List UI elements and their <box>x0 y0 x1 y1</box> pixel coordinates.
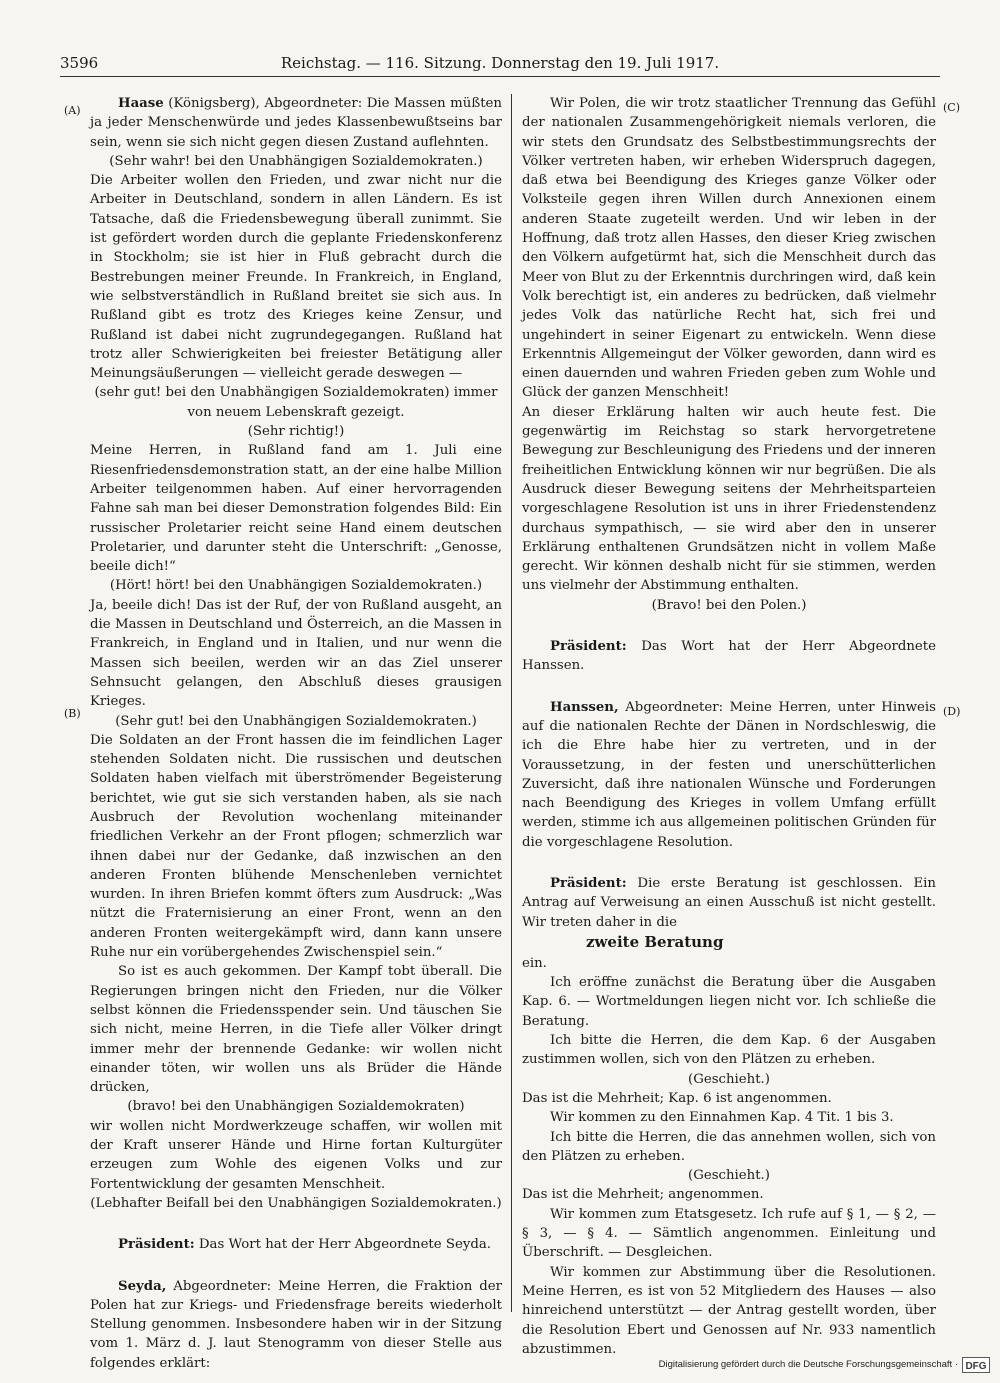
paragraph-text: Wir Polen, die wir trotz staatlicher Trennung das Gefühl der nationalen Zusammengehörigkeit niemals verloren, die wir stets den Grundsatz des Selbstbestimmungsrechts der Völker vertreten haben, wir erheben Widerspruch dagegen, daß etwa bei Beendigung des Krieges ganze Völker oder Volksteile gegen ihren Willen durch Annexionen einem anderen Staate zugeteilt werden. Und wir leben in der Hoffnung, daß trotz allen Hasses, den dieser Krieg zwischen den Völkern aufgetürmt hat, sich die Menschheit durch das Meer von Blut zu der Erkenntnis durchringen wird, daß kein Volk berechtigt ist, ein anderes zu bedrücken, daß vielmehr jedes Volk das natürliche Recht hat, sich frei und ungehindert in seiner Eigenart zu entwickeln. Wenn diese Erkenntnis Allgemeingut der Völker geworden, dann wird es einen dauernden und wahren Frieden geben zum Wohle und Glück der ganzen Menschheit! <box>522 96 936 401</box>
paragraph-text: (Sehr richtig!) <box>247 424 345 440</box>
page-header <box>60 52 940 74</box>
paragraph <box>522 1185 936 1204</box>
margin-mark-a: (A) <box>64 104 81 117</box>
paragraph <box>522 1089 936 1108</box>
paragraph-text: wir wollen nicht Mordwerkzeuge schaffen, wir wollen mit der Kraft unserer Hände und Hirne fortan Kulturgüter erzeugen zum Wohle des eigenen Volks und zur Fortentwicklung der gesamten Menschheit. <box>90 1118 502 1192</box>
section-heading <box>522 932 936 952</box>
footer-credit: Digitalisierung gefördert durch die Deutsche Forschungsgemeinschaft · <box>658 1359 958 1370</box>
paragraph <box>522 1031 936 1070</box>
paragraph-text: Die Arbeiter wollen den Frieden, und zwar nicht nur die Arbeiter in Deutschland, sondern in allen Ländern. Es ist Tatsache, daß die Friedensbewegung überall zunimmt. Sie ist gefördert worden durch die geplante Friedenskonferenz in Stockholm; sie ist hier in Fluß gebracht durch die Bestrebungen meiner Freunde. In Frankreich, in England, wie selbstverständlich in Rußland breitet sie sich aus. In Rußland gibt es trotz des Krieges keine Zensur, und Rußland ist dabei nicht zugrundegegangen. Rußland hat trotz aller Schwierigkeiten bei freiester Betätigung aller Meinungsäußerungen — vielleicht gerade deswegen — <box>90 173 502 382</box>
left-column <box>90 94 502 1373</box>
paragraph-text: (Königsberg), Abgeordneter: Die Massen müßten ja jeder Menschenwürde und jedes Klassenbewußtseins bar sein, wenn sie sich nicht gegen diesen Zustand auflehnten. <box>90 96 502 150</box>
stage-direction <box>90 152 502 171</box>
paragraph <box>90 731 502 963</box>
margin-mark-b: (B) <box>64 707 81 720</box>
speaker-name: Hanssen, <box>550 699 619 715</box>
column-divider <box>511 94 512 1312</box>
speaker-name: Präsident: <box>550 875 627 891</box>
margin-mark-d: (D) <box>943 705 961 718</box>
page-number: 3596 <box>60 54 99 72</box>
paragraph-text: Das ist die Mehrheit; Kap. 6 ist angenommen. <box>522 1090 832 1106</box>
paragraph-text: Das ist die Mehrheit; angenommen. <box>522 1187 764 1203</box>
paragraph-text: Abgeordneter: Meine Herren, unter Hinweis auf die nationalen Rechte der Dänen in Nordschleswig, die ich die Ehre habe hier zu vertreten, und in der Voraussetzung, in der festen und unerschütterlichen Zuversicht, daß ihre nationalen Wünsche und Forderungen nach Beendigung des Krieges in vollem Umfang erfüllt werden, stimme ich aus allgemeinen politischen Gründen für die vorgeschlagene Resolution. <box>522 699 936 850</box>
paragraph-text: Das Wort hat der Herr Abgeordnete Seyda. <box>194 1237 492 1253</box>
paragraph <box>90 94 502 152</box>
paragraph-text: (Sehr wahr! bei den Unabhängigen Sozialdemokraten.) <box>109 153 483 169</box>
dfg-logo-text: DFG <box>965 1361 987 1372</box>
right-column <box>522 94 936 1359</box>
paragraph <box>90 1117 502 1194</box>
paragraph-text: (Sehr gut! bei den Unabhängigen Sozialdemokraten.) <box>115 713 477 729</box>
paragraph-text: Ich eröffne zunächst die Beratung über die Ausgaben Kap. 6. — Wortmeldungen liegen nicht vor. Ich schließe die Beratung. <box>522 975 936 1029</box>
paragraph-text: Ich bitte die Herren, die das annehmen wollen, sich von den Plätzen zu erheben. <box>522 1129 936 1164</box>
stage-direction <box>522 1166 936 1185</box>
paragraph-text: Die Soldaten an der Front hassen die im feindlichen Lager stehenden Soldaten nicht. Die russischen und deutschen Soldaten haben vielfach mit überströmender Begeisterung berichtet, wie gut sie sich verstanden haben, als sie nach Ausbruch der Revolution wochenlang miteinander friedlichen Verkehr an der Front pflogen; schmerzlich war ihnen dabei nur der Gedanke, daß inzwischen an den anderen Fronten blühende Menschenleben vernichtet wurden. In ihren Briefen kommt öfters zum Ausdruck: „Was nützt die Fraternisierung an einer Front, wenn an den anderen Fronten weitergekämpft wird, dann kann unsere Ruhe nur ein vorübergehendes Zwischenspiel sein.“ <box>90 732 502 961</box>
speaker-name: Präsident: <box>550 639 627 655</box>
paragraph-text: Wir kommen zur Abstimmung über die Resolutionen. Meine Herren, es ist von 52 Mitgliedern des Hauses — also hinreichend unterstützt — der Antrag gestellt worden, über die Resolution Ebert und Genossen auf Nr. 933 namentlich abzustimmen. <box>522 1264 936 1357</box>
paragraph <box>90 441 502 576</box>
paragraph <box>522 973 936 1031</box>
paragraph-text: Ich bitte die Herren, die dem Kap. 6 der Ausgaben zustimmen wollen, sich von den Plätzen zu erheben. <box>522 1033 936 1068</box>
paragraph-text: (Lebhafter Beifall bei den Unabhängigen Sozialdemokraten.) <box>90 1195 502 1211</box>
paragraph-text: Abgeordneter: Meine Herren, die Fraktion der Polen hat zur Kriegs- und Friedensfrage bereits wiederholt Stellung genommen. Insbesondere haben wir in der Sitzung vom 1. März d. J. laut Stenogramm von dieser Stelle aus folgendes erklärt: <box>90 1278 502 1371</box>
stage-direction <box>522 596 936 615</box>
paragraph <box>90 1235 502 1254</box>
paragraph-text: (Hört! hört! bei den Unabhängigen Sozialdemokraten.) <box>109 578 483 594</box>
paragraph-text: ein. <box>522 955 547 971</box>
paragraph-text: Das Wort hat der Herr Abgeordnete Hanssen. <box>522 639 936 674</box>
paragraph <box>522 637 936 676</box>
stage-direction <box>90 383 502 422</box>
paragraph-text: Wir kommen zum Etatsgesetz. Ich rufe auf § 1, — § 2, — § 3, — § 4. — Sämtlich angenommen. Einleitung und Überschrift. — Desgleichen. <box>522 1206 936 1261</box>
stage-direction <box>90 576 502 595</box>
paragraph-text: An dieser Erklärung halten wir auch heute fest. Die gegenwärtig im Reichstag so stark hervorgetretene Bewegung zur Beschleunigung des Friedens und der inneren freiheitlichen Entwicklung können wir nur begrüßen. Die als Ausdruck dieser Bewegung seitens der Mehrheitsparteien vorgeschlagene Resolution ist uns in ihrer Friedenstendenz durchaus sympathisch, — sie wird aber den in unserer Erklärung enthaltenen Grundsätzen nicht in vollem Maße gerecht. Wir können deshalb nicht für sie stimmen, werden uns vielmehr der Abstimmung enthalten. <box>522 404 936 594</box>
speaker-name: Seyda, <box>118 1278 167 1294</box>
paragraph-text: (Bravo! bei den Polen.) <box>651 597 807 613</box>
paragraph <box>522 94 936 403</box>
paragraph <box>522 1128 936 1167</box>
paragraph <box>90 171 502 383</box>
dfg-logo-icon <box>962 1357 990 1373</box>
paragraph-text: Meine Herren, in Rußland fand am 1. Juli eine Riesenfriedensdemonstration statt, an der eine halbe Million Arbeiter teilgenommen haben. Auf einer hervorragenden Fahne sah man bei dieser Demonstration folgendes Bild: Ein russischer Proletarier reicht seine Hand einem deutschen Proletarier, und darunter steht die Unterschrift: „Genosse, beeile dich!“ <box>90 443 502 575</box>
paragraph-text: (Geschieht.) <box>688 1168 770 1184</box>
paragraph <box>90 1277 502 1373</box>
running-title: Reichstag. — 116. Sitzung. Donnerstag den 19. Juli 1917. <box>280 54 720 72</box>
paragraph <box>522 1108 936 1127</box>
paragraph <box>90 596 502 712</box>
margin-mark-c: (C) <box>943 101 960 114</box>
paragraph-text: zweite Beratung <box>586 932 724 951</box>
speaker-name: Haase <box>118 96 164 111</box>
paragraph-text: Wir kommen zu den Einnahmen Kap. 4 Tit. 1 bis 3. <box>550 1110 894 1126</box>
paragraph <box>522 1205 936 1263</box>
paragraph <box>90 962 502 1097</box>
speaker-name: Präsident: <box>118 1237 195 1253</box>
stage-direction <box>90 712 502 731</box>
paragraph-text: Die erste Beratung ist geschlossen. Ein Antrag auf Verweisung an einen Ausschuß ist nicht gestellt. Wir treten daher in die <box>522 875 936 930</box>
paragraph-text: Ja, beeile dich! Das ist der Ruf, der von Rußland ausgeht, an die Massen in Deutschland und Österreich, an die Massen in Frankreich, in England und in Italien, und nur wenn die Massen sich beeilen, werden wir an das Ziel unserer Sehnsucht gelangen, den Abschluß dieses grausigen Krieges. <box>90 597 502 710</box>
paragraph <box>522 698 936 852</box>
paragraph <box>522 1263 936 1359</box>
stage-direction <box>90 422 502 441</box>
header-rule <box>60 76 940 77</box>
paragraph-text: (sehr gut! bei den Unabhängigen Sozialdemokraten) immer von neuem Lebenskraft gezeigt. <box>94 385 498 420</box>
stage-direction <box>90 1194 502 1213</box>
paragraph <box>522 874 936 932</box>
stage-direction <box>90 1097 502 1116</box>
page-footer <box>659 1357 990 1373</box>
paragraph <box>522 954 936 973</box>
paragraph-text: (Geschieht.) <box>688 1071 770 1087</box>
stage-direction <box>522 1070 936 1089</box>
paragraph-text: So ist es auch gekommen. Der Kampf tobt überall. Die Regierungen bringen nicht den Frieden, nur die Völker selbst können die Friedensspender sein. Und täuschen Sie sich nicht, meine Herren, in die Tiefe aller Völker dringt immer mehr der brennende Gedanke: wir wollen nicht einander töten, wir wollen uns als Brüder die Hände drücken, <box>90 964 502 1096</box>
paragraph-text: (bravo! bei den Unabhängigen Sozialdemokraten) <box>127 1099 465 1115</box>
paragraph <box>522 403 936 596</box>
